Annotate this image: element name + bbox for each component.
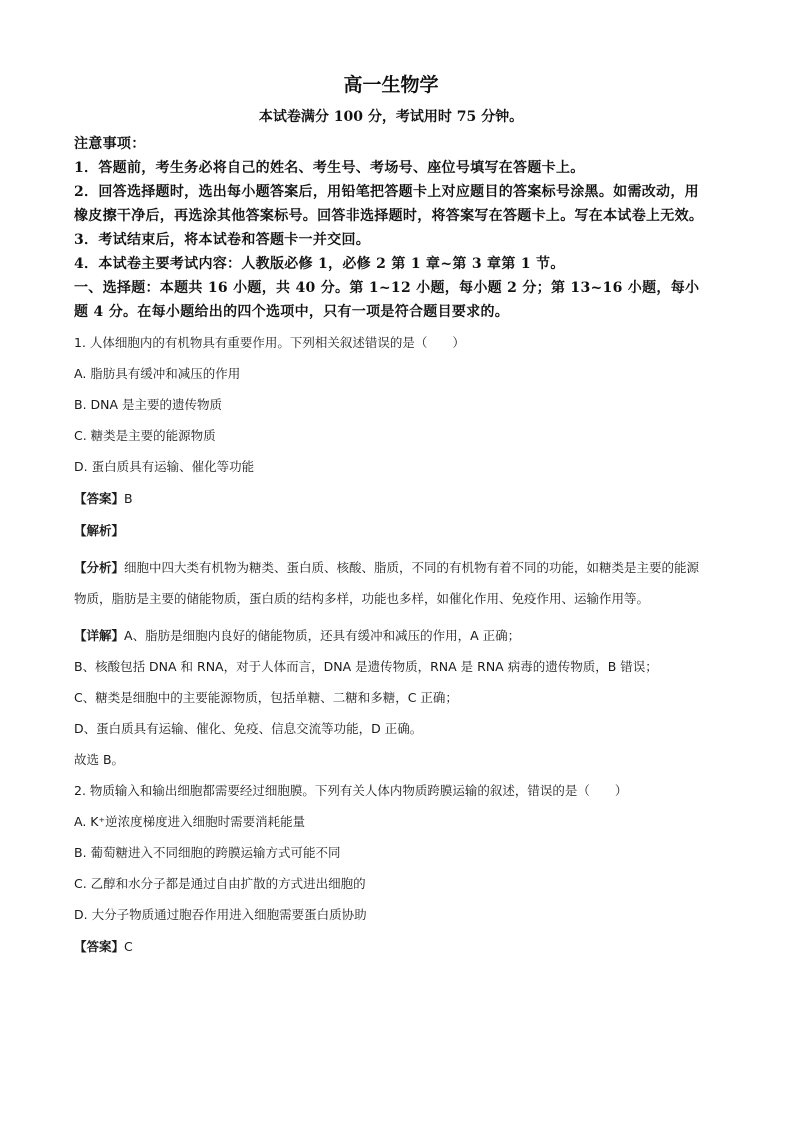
analysis-heading: 【解析】 [74, 523, 125, 538]
question-stem: 2. 物质输入和输出细胞都需要经过细胞膜。下列有关人体内物质跨膜运输的叙述，错误的是（ ） [74, 783, 628, 798]
question-option: C. 乙醇和水分子都是通过自由扩散的方式进出细胞的 [74, 876, 366, 891]
instruction-item: 2．回答选择题时，选出每小题答案后，用铅笔把答题卡上对应题目的答案标号涂黑。如需改动，用橡皮擦干净后，再选涂其他答案标号。回答非选择题时，将答案写在答题卡上。写在本试卷上无效。 [74, 184, 704, 224]
question-option: D. 大分子物质通过胞吞作用进入细胞需要蛋白质协助 [74, 907, 367, 922]
detail-line: D、蛋白质具有运输、催化、免疫、信息交流等功能，D 正确。 [74, 721, 423, 736]
detail-line: B、核酸包括 DNA 和 RNA，对于人体而言，DNA 是遗传物质，RNA 是 RNA 病毒的遗传物质，B 错误； [74, 659, 658, 674]
analysis-mark: 【分析】 [74, 560, 125, 575]
question-option: A. 脂肪具有缓冲和减压的作用 [74, 366, 241, 381]
answer-value: C [124, 939, 133, 954]
answer-mark: 【答案】 [74, 939, 125, 954]
question-option: B. 葡萄糖进入不同细胞的跨膜运输方式可能不同 [74, 845, 341, 860]
answer-value: B [124, 491, 133, 506]
conclusion-line: 故选 B。 [74, 752, 125, 767]
instruction-item: 3．考试结束后，将本试卷和答题卡一并交回。 [74, 232, 371, 248]
section-heading: 一、选择题：本题共 16 小题，共 40 分。第 1~12 小题，每小题 2 分；第 13~16 小题，每小题 4 分。在每小题给出的四个选项中，只有一项是符合题目要求的。 [74, 280, 700, 320]
detail-text: A、脂肪是细胞内良好的储能物质，还具有缓冲和减压的作用，A 正确； [124, 628, 521, 643]
detail-line: C、糖类是细胞中的主要能源物质，包括单糖、二糖和多糖，C 正确； [74, 690, 458, 705]
answer-line [74, 938, 708, 956]
instruction-item: 4．本试卷主要考试内容：人教版必修 1，必修 2 第 1 章~第 3 章第 1 节。 [74, 256, 565, 272]
question-option: A. K⁺逆浓度梯度进入细胞时需要消耗能量 [74, 814, 306, 829]
instructions [74, 132, 708, 324]
question-option: B. DNA 是主要的遗传物质 [74, 397, 223, 412]
analysis-paragraph [74, 552, 708, 614]
detail-mark: 【详解】 [74, 628, 125, 643]
instruction-item: 1．答题前，考生务必将自己的姓名、考生号、考场号、座位号填写在答题卡上。 [74, 160, 585, 176]
analysis-text: 细胞中四大类有机物为糖类、蛋白质、核酸、脂质，不同的有机物有着不同的功能，如糖类是主要的能源物质，脂肪是主要的储能物质，蛋白质的结构多样，功能也多样，如催化作用、免疫作用、运输作用等。 [74, 560, 700, 606]
page-title: 高一生物学 [343, 74, 439, 96]
detail-line [74, 627, 708, 645]
question-option: C. 糖类是主要的能源物质 [74, 428, 216, 443]
answer-line [74, 490, 708, 508]
question-stem: 1. 人体细胞内的有机物具有重要作用。下列相关叙述错误的是（ ） [74, 335, 465, 350]
question-option: D. 蛋白质具有运输、催化等功能 [74, 459, 255, 474]
question-2 [74, 782, 708, 956]
answer-mark: 【答案】 [74, 491, 125, 506]
instructions-heading: 注意事项： [74, 136, 146, 152]
question-1 [74, 334, 708, 769]
exam-subtitle: 本试卷满分 100 分，考试用时 75 分钟。 [258, 109, 524, 125]
